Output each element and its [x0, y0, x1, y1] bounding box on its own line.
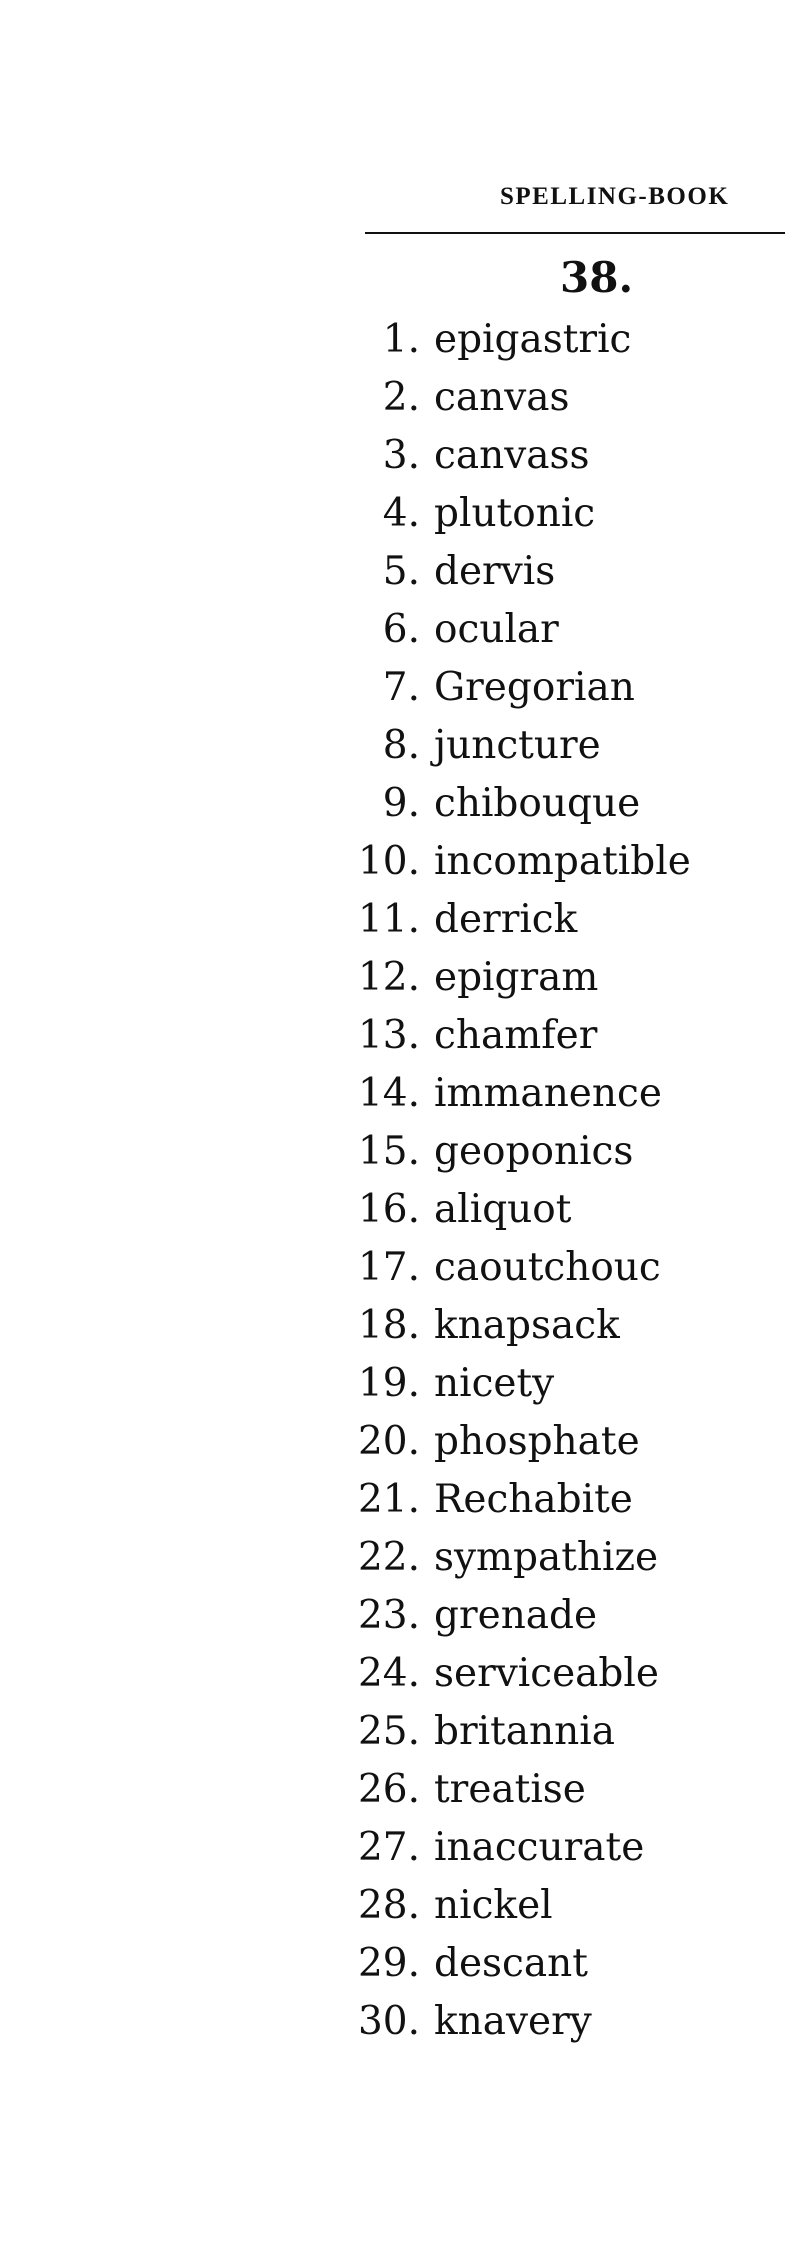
word-row — [340, 601, 691, 659]
word-number: 30. — [357, 1999, 420, 2044]
word-number: 29. — [357, 1941, 420, 1986]
word-row — [340, 1471, 691, 1529]
spelling-word-list — [340, 311, 691, 2051]
spelling-word: knapsack — [434, 1303, 620, 1348]
word-number: 5. — [382, 549, 420, 594]
word-row — [340, 1007, 691, 1065]
word-row — [340, 427, 691, 485]
word-row — [340, 1819, 691, 1877]
word-row — [340, 1413, 691, 1471]
spelling-word: chamfer — [434, 1013, 598, 1058]
spelling-word: caoutchouc — [434, 1245, 661, 1290]
word-number: 25. — [357, 1709, 420, 1754]
word-row — [340, 1703, 691, 1761]
spelling-word: sympathize — [434, 1535, 659, 1580]
word-number: 14. — [357, 1071, 420, 1116]
word-row — [340, 1529, 691, 1587]
word-row — [340, 1761, 691, 1819]
word-row — [340, 891, 691, 949]
word-number: 13. — [357, 1013, 420, 1058]
spelling-word: incompatible — [434, 839, 691, 884]
word-number: 2. — [382, 375, 420, 420]
word-number: 18. — [357, 1303, 420, 1348]
word-row — [340, 659, 691, 717]
header-rule — [365, 232, 785, 234]
word-row — [340, 1123, 691, 1181]
spelling-word: grenade — [434, 1593, 598, 1638]
word-number: 28. — [357, 1883, 420, 1928]
word-number: 16. — [357, 1187, 420, 1232]
spelling-word: geoponics — [434, 1129, 634, 1174]
word-row — [340, 1645, 691, 1703]
spelling-word: Gregorian — [434, 665, 635, 710]
word-row — [340, 1935, 691, 1993]
word-number: 11. — [357, 897, 420, 942]
spelling-word: derrick — [434, 897, 578, 942]
word-number: 22. — [357, 1535, 420, 1580]
word-row — [340, 1065, 691, 1123]
word-row — [340, 775, 691, 833]
word-row — [340, 833, 691, 891]
word-number: 12. — [357, 955, 420, 1000]
spelling-word: epigram — [434, 955, 599, 1000]
spelling-word: plutonic — [434, 491, 596, 536]
spelling-word: canvass — [434, 433, 590, 478]
word-number: 15. — [357, 1129, 420, 1174]
word-number: 9. — [382, 781, 420, 826]
word-number: 24. — [357, 1651, 420, 1696]
word-number: 23. — [357, 1593, 420, 1638]
word-number: 10. — [357, 839, 420, 884]
word-number: 20. — [357, 1419, 420, 1464]
word-row — [340, 485, 691, 543]
spelling-word: chibouque — [434, 781, 641, 826]
word-number: 1. — [382, 317, 420, 362]
word-number: 4. — [382, 491, 420, 536]
spelling-word: Rechabite — [434, 1477, 633, 1522]
word-row — [340, 717, 691, 775]
word-number: 19. — [357, 1361, 420, 1406]
spelling-word: nicety — [434, 1361, 555, 1406]
word-number: 21. — [357, 1477, 420, 1522]
spelling-word: knavery — [434, 1999, 592, 2044]
spelling-word: aliquot — [434, 1187, 572, 1232]
spelling-word: immanence — [434, 1071, 662, 1116]
spelling-word: epigastric — [434, 317, 632, 362]
spelling-word: ocular — [434, 607, 559, 652]
word-row — [340, 369, 691, 427]
word-row — [340, 949, 691, 1007]
word-number: 6. — [382, 607, 420, 652]
word-row — [340, 543, 691, 601]
spelling-word: phosphate — [434, 1419, 640, 1464]
spelling-word: britannia — [434, 1709, 615, 1754]
spelling-word: nickel — [434, 1883, 553, 1928]
spelling-word: inaccurate — [434, 1825, 645, 1870]
spelling-word: canvas — [434, 375, 570, 420]
word-number: 27. — [357, 1825, 420, 1870]
word-row — [340, 1239, 691, 1297]
spelling-word: juncture — [434, 723, 601, 768]
word-row — [340, 1181, 691, 1239]
running-header: SPELLING-BOOK — [500, 183, 730, 210]
spelling-word: dervis — [434, 549, 556, 594]
word-number: 3. — [382, 433, 420, 478]
lesson-number: 38. — [560, 253, 634, 302]
word-row — [340, 1993, 691, 2051]
word-number: 26. — [357, 1767, 420, 1812]
word-row — [340, 1587, 691, 1645]
word-row — [340, 1877, 691, 1935]
spelling-word: serviceable — [434, 1651, 659, 1696]
word-number: 7. — [382, 665, 420, 710]
word-number: 17. — [357, 1245, 420, 1290]
word-row — [340, 1355, 691, 1413]
word-row — [340, 311, 691, 369]
spelling-word: descant — [434, 1941, 588, 1986]
word-row — [340, 1297, 691, 1355]
word-number: 8. — [382, 723, 420, 768]
spelling-word: treatise — [434, 1767, 586, 1812]
